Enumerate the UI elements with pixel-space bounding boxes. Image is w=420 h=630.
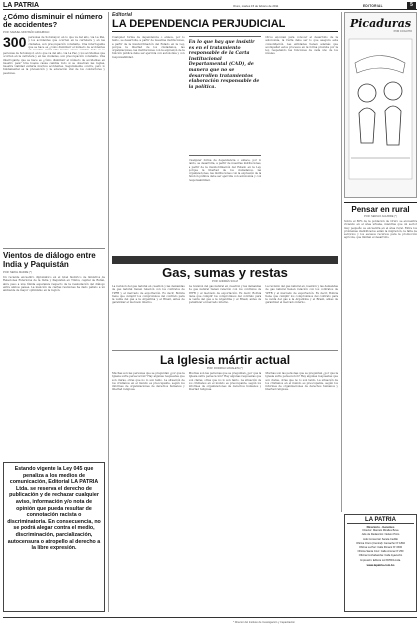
masthead-entry: Impresión: Editora LA PATRIA Ltda.	[360, 558, 401, 562]
legal-notice-box	[3, 462, 105, 612]
opinion-body-2: Un reciente encuentro diplomático en el nivel histórico de ministros de Relaciones Exteriores de la India y Paquistán en Timbu, capital de Bután, abre paso a una tímida esperanza respecto de la reanudación del diálogo entre ambos países. La mención de ciertas reuniones ha dado pábulo a un ambiente de mayor optimismo en la región.	[3, 276, 105, 293]
opinion-byline: POR: SAMUEL MONTAÑO ARCHBOLD	[3, 31, 50, 34]
opinion-byline-2: POR: NEPAL MADRE (*)	[3, 271, 32, 275]
editorial-block	[112, 12, 338, 252]
opinion-column-2	[3, 248, 105, 458]
economia-body-2: La revisión del gas natural en cuestión y las demandas de gas natural tienen relación con los contratos de YPFB y el mercado de exportación. Es decir, Bolivia tiene que cumplir los compromisos del contrato para la venta del gas a la Argentina y el Brasil, antes de garantizar el mercado interno.	[188, 285, 262, 305]
masthead-entry: Directorio - Gerentes	[366, 525, 395, 529]
opinion-body: personas de Sotomayor, en lo que va del año, vía La Paz, y los accidentes que ocurren en la carretera y en las ciudades, son preocupación constante. Una interrogante que se hace es ¿cómo disminuir el número de accidentes en nuestro país? Una buena causa cambia todo si se observan las reglas, nuestra vialidad evitaría muchos accidentes. Seguramente ocurre, pero lo fundamental es la prevención y la educación vial de los conductores y peatones.	[3, 52, 105, 75]
footer-credit: * Director del Instituto de Investigación y Capacitación	[233, 621, 295, 624]
opinion-body-intro: personas de Sotomayor, en lo que va del año, vía La Paz, y los accidentes que ocurren en la carretera y en las ciudades, son preocupación constante. Una interrogante que se hace es ¿cómo disminuir el número de accidentes	[28, 36, 105, 49]
article-byline: POR: SERGIO AGUIRRE (*)	[363, 215, 397, 218]
opinion-headline: ¿Cómo disminuir el número de accidentes?	[3, 12, 103, 29]
opinion-headline-2: Vientos de diálogo entre India y Paquistán	[3, 251, 96, 269]
paper-name: LA PATRIA	[3, 2, 40, 9]
masthead-entry: Director: Marcelo Miralles Bova	[362, 529, 399, 533]
divider	[3, 248, 105, 249]
legal-notice-text: Estando vigente la Ley 045 que penaliza a los medios de comunicación, Editorial LA PATRIA Ltda. se reserva el derecho de publicación y de rechazar cualquier aviso, información y/o nota de opinión que pueda resultar de connotación racista o discriminatoria. En consecuencia, no se podrá alegar contra el medio, discriminación, parcialización, autocensura o atropello al derecho a la libre expresión.	[7, 466, 101, 552]
masthead-entry: Oficina La Paz: Calle Illimani Nº 1500	[358, 546, 403, 550]
masthead-entry: Jefe Comercial: Sarela Cedillo	[363, 537, 398, 541]
cartoon-credit: POR COGUITO	[393, 30, 412, 33]
page-number: 5	[407, 2, 416, 9]
cartoon-illustration	[345, 33, 416, 183]
article-body: Sobre el 80% de la población de Oruro se encuentra viviendo en el área urbana, mientras que un sector muy pequeño se encuentra en el área rural. Entre los problemas identificados están la migración, la falta de servicios y los escasos recursos para la producción agrícola, que limitan el desarrollo.	[344, 220, 417, 240]
editorial-body-right: Otros enconan para conocer el desarrollo de la autonomía, la Carta debe ser lo que asegure esta consolidación. Las entidades tienen además que acompañar estos procesos en la forma prevista por la ley, respetando las funciones de cada uno de los niveles.	[265, 36, 339, 56]
economia-body-1: La revisión del gas natural en cuestión y las demandas de gas natural tienen relación con los contratos de YPFB y el mercado de exportación. Es decir, Bolivia tiene que cumplir los compromisos del contrato para la venta del gas a la Argentina y el Brasil, antes de garantizar el mercado interno.	[112, 285, 185, 305]
masthead-paper: LA PATRIA	[347, 517, 414, 524]
section-label: EDITORIAL	[363, 4, 383, 8]
column-divider-right	[341, 12, 342, 512]
iglesia-body-2: Muchas son las personas que se preguntan ¿por qué la Iglesia sufre persecución? Hay algunas respuestas que son claras, otras que no lo son tanto. La situación de los cristianos en el mundo es preocupante, según los informes de organizaciones de derechos humanos y libertad religiosa.	[188, 372, 262, 392]
page-footer	[3, 617, 417, 627]
masthead-box	[344, 514, 417, 612]
editorial-kicker: Editorial	[112, 12, 133, 18]
page-date: Oruro, martes 15 de febrero de 2011	[233, 4, 279, 8]
editorial-pullquote: En lo que hay que insistir es en el tratamiento responsable de la Carta Institucional Departamental (CAD), de manera que no se desarrollen tratamientos elaboración responsable de la política.	[189, 36, 262, 156]
editorial-body-left: Cualquier forma de dependencia o enlace, por lo tanto, se desarrolla, a partir de nuestras instituciones, a partir de la insubordinación del Estado en la Ley, porque la libertad de los ciudadanos, las organizaciones, las instituciones con la expresión de la función pública debe ser ejercida con autonomía y con responsabilidad.	[112, 36, 185, 59]
masthead-entry: Oficina Cochabamba: Calle Ayacucho	[358, 554, 403, 558]
masthead-entry: Oficina Santa Cruz: Calle Aroma Nº 250	[357, 550, 404, 554]
section-bar	[112, 256, 338, 272]
opinion-column-1	[3, 12, 105, 242]
iglesia-body-3: Muchas son las personas que se preguntan ¿por qué la Iglesia sufre persecución? Hay algunas respuestas que son claras, otras que no lo son tanto. La situación de los cristianos en el mundo es preocupante, según los informes de organizaciones de derechos humanos y libertad religiosa.	[265, 372, 339, 392]
masthead-entry: Jefe de Redacción: Nelson Pinto	[361, 533, 400, 537]
iglesia-headline: La Iglesia mártir actual	[159, 353, 291, 367]
column-divider	[108, 12, 109, 612]
economia-body-3: La revisión del gas natural en cuestión y las demandas de gas natural tienen relación con los contratos de YPFB y el mercado de exportación. Es decir, Bolivia tiene que cumplir los compromisos del contrato para la venta del gas a la Argentina y el Brasil, antes de garantizar el mercado interno.	[265, 285, 339, 305]
article-pensar	[344, 202, 417, 510]
masthead-entry: Oficina Oruro (Central): Camacho Nº 1892	[356, 541, 405, 545]
iglesia-byline: POR: RODRIGO ZAVALETA (*)	[206, 367, 244, 370]
editorial-headline: LA DEPENDENCIA PERJUDICIAL	[112, 18, 338, 32]
editorial-body-mid: Cualquier forma de dependencia o enlace, por lo tanto, se desarrolla, a partir de nuestras instituciones, a partir de la insubordinación del Estado en la Ley, porque la libertad de los ciudadanos, las organizaciones, las instituciones con la expresión de la función pública debe ser ejercida con autonomía y con responsabilidad.	[188, 159, 262, 182]
masthead-website[interactable]: www.lapatria.com.bo	[366, 562, 395, 567]
economia-article	[112, 266, 338, 346]
article-headline: Pensar en rural	[344, 202, 417, 214]
iglesia-article	[112, 350, 338, 612]
cartoon-panel	[344, 12, 417, 198]
dropcap: 300	[3, 34, 27, 50]
divider-iglesia	[112, 350, 338, 351]
iglesia-body-1: Muchas son las personas que se preguntan ¿por qué la Iglesia sufre persecución? Hay algunas respuestas que son claras, otras que no lo son tanto. La situación de los cristianos en el mundo es preocupante, según los informes de organizaciones de derechos humanos y libertad religiosa.	[112, 372, 185, 392]
section-bar-label: ECONOMÍA DE PALABRAS	[116, 267, 168, 272]
page-header	[3, 2, 417, 10]
economia-headline: Gas, sumas y restas	[162, 265, 288, 280]
cartoon-title: Picaduras	[349, 17, 412, 30]
economia-byline: POR: ANDRÉS SOLIZ	[212, 280, 238, 283]
